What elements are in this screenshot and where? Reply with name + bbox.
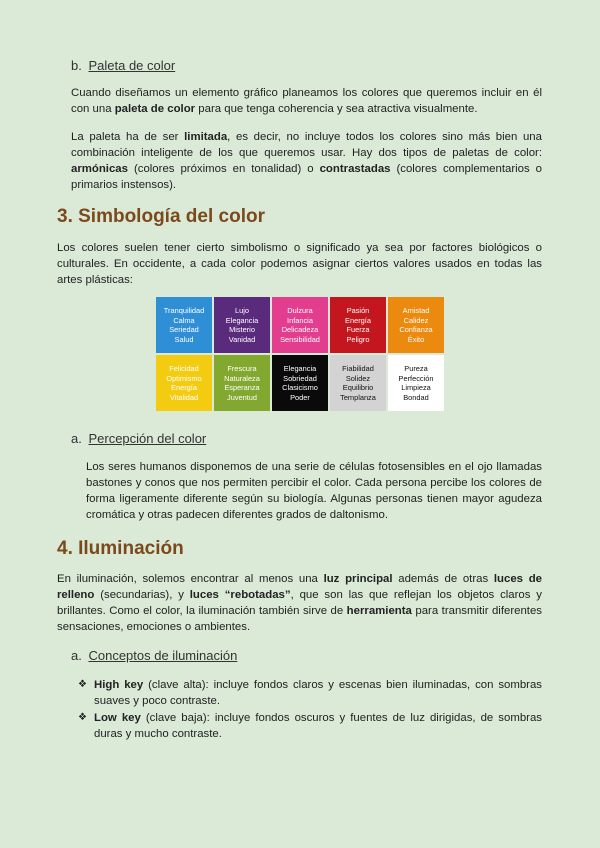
list-item-low-key: ❖ Low key (clave baja): incluye fondos oscuros y fuentes de luz dirigidas, de sombras duras y mucho contraste. (78, 712, 542, 740)
diamond-bullet-icon: ❖ (78, 712, 87, 723)
swatch-word: Limpieza (401, 383, 431, 392)
swatch-word: Fiabilidad (342, 364, 374, 373)
swatch-word: Pasión (346, 306, 370, 315)
subheading-conceptos (71, 648, 237, 663)
swatch-word: Pureza (404, 364, 428, 373)
swatch-word: Poder (290, 392, 310, 402)
color-symbolism-grid (156, 297, 444, 411)
subheading-label: a. (71, 431, 82, 446)
subheading-percepcion (71, 431, 206, 446)
swatch-word: Infancia (287, 315, 313, 325)
swatch-word: Misterio (229, 325, 255, 334)
paragraph-simbologia: Los colores suelen tener cierto simbolismo o significado ya sea por factores biológicos o culturales. En occidente, a cada color podemos asignar ciertos valores usados en todas las artes plásticas: (57, 242, 542, 286)
swatch-word: Calidez (403, 315, 429, 325)
swatch-word: Frescura (227, 364, 257, 373)
swatch-word: Esperanza (224, 383, 260, 392)
swatch-word: Juventud (227, 392, 257, 402)
swatch-word: Seriedad (169, 325, 199, 334)
swatch-word: Calma (173, 315, 195, 325)
subheading-title: Paleta de color (88, 58, 176, 73)
swatch-word: Lujo (235, 306, 249, 315)
diamond-bullet-icon: ❖ (78, 679, 87, 690)
swatch-word: Felicidad (169, 364, 199, 373)
color-swatch (214, 355, 270, 411)
swatch-word: Sensibilidad (280, 334, 320, 344)
swatch-word: Naturaleza (224, 373, 260, 383)
swatch-word: Éxito (407, 334, 425, 344)
swatch-word: Equilibrio (342, 383, 374, 392)
swatch-word: Energía (345, 315, 371, 325)
paragraph-paleta-types: La paleta ha de ser limitada, es decir, no incluye todos los colores sino más bien una combinación inteligente de los que queremos usar. Hay dos tipos de paletas de color: armónicas (colores próximos en tonalidad) o contrastadas (colores complementarios o primarios instensos). (71, 131, 542, 191)
swatch-word: Vitalidad (169, 392, 199, 402)
subheading-title: Conceptos de iluminación (88, 648, 238, 663)
color-swatch (156, 297, 212, 353)
subheading-paleta (71, 58, 175, 73)
swatch-word: Elegancia (283, 364, 317, 373)
swatch-word: Perfección (398, 373, 434, 383)
paragraph-percepcion: Los seres humanos disponemos de una serie de células fotosensibles en el ojo llamadas bastones y conos que nos permiten percibir el color. Cada persona percibe los colores de forma ligeramente diferente según su biología. Algunas personas tienen mayor agudeza cromática y otras padecen diferentes grados de daltonismo. (86, 461, 542, 521)
subheading-label: b. (71, 58, 82, 73)
swatch-word: Sobriedad (283, 373, 317, 383)
swatch-word: Solidez (345, 373, 371, 383)
subheading-title: Percepción del color (88, 431, 207, 446)
color-swatch (388, 297, 444, 353)
color-swatch (330, 297, 386, 353)
swatch-word: Confianza (399, 325, 433, 334)
swatch-word: Energía (171, 383, 197, 392)
color-swatch (388, 355, 444, 411)
swatch-word: Peligro (346, 334, 370, 344)
color-swatch (330, 355, 386, 411)
color-swatch (272, 355, 328, 411)
paragraph-paleta-intro: Cuando diseñamos un elemento gráfico planeamos los colores que queremos incluir en él con una paleta de color para que tenga coherencia y sea atractiva visualmente. (71, 87, 542, 115)
list-item-high-key: ❖ High key (clave alta): incluye fondos claros y escenas bien iluminadas, con sombras suaves y poco contraste. (78, 679, 542, 707)
swatch-word: Dulzura (287, 306, 313, 315)
color-swatch (156, 355, 212, 411)
swatch-word: Optimismo (166, 373, 202, 383)
swatch-word: Fuerza (346, 325, 370, 334)
swatch-word: Bondad (403, 392, 429, 402)
swatch-word: Delicadeza (281, 325, 319, 334)
swatch-word: Elegancia (225, 315, 259, 325)
paragraph-iluminacion: En iluminación, solemos encontrar al menos una luz principal además de otras luces de relleno (secundarias), y luces “rebotadas”, que son las que reflejan los objetos claros y brillantes. Como el color, la iluminación también sirve de herramienta para transmitir diferentes sensaciones, emociones o ambientes. (57, 573, 543, 633)
swatch-word: Vanidad (228, 334, 256, 344)
subheading-label: a. (71, 648, 82, 663)
color-swatch (214, 297, 270, 353)
swatch-word: Tranquilidad (163, 306, 205, 315)
heading-iluminacion: 4. Iluminación (57, 538, 184, 559)
color-swatch (272, 297, 328, 353)
swatch-word: Amistad (402, 306, 430, 315)
swatch-word: Clasicismo (282, 383, 318, 392)
swatch-word: Templanza (340, 392, 376, 402)
swatch-word: Salud (174, 334, 194, 344)
heading-simbologia: 3. Simbología del color (57, 206, 265, 227)
